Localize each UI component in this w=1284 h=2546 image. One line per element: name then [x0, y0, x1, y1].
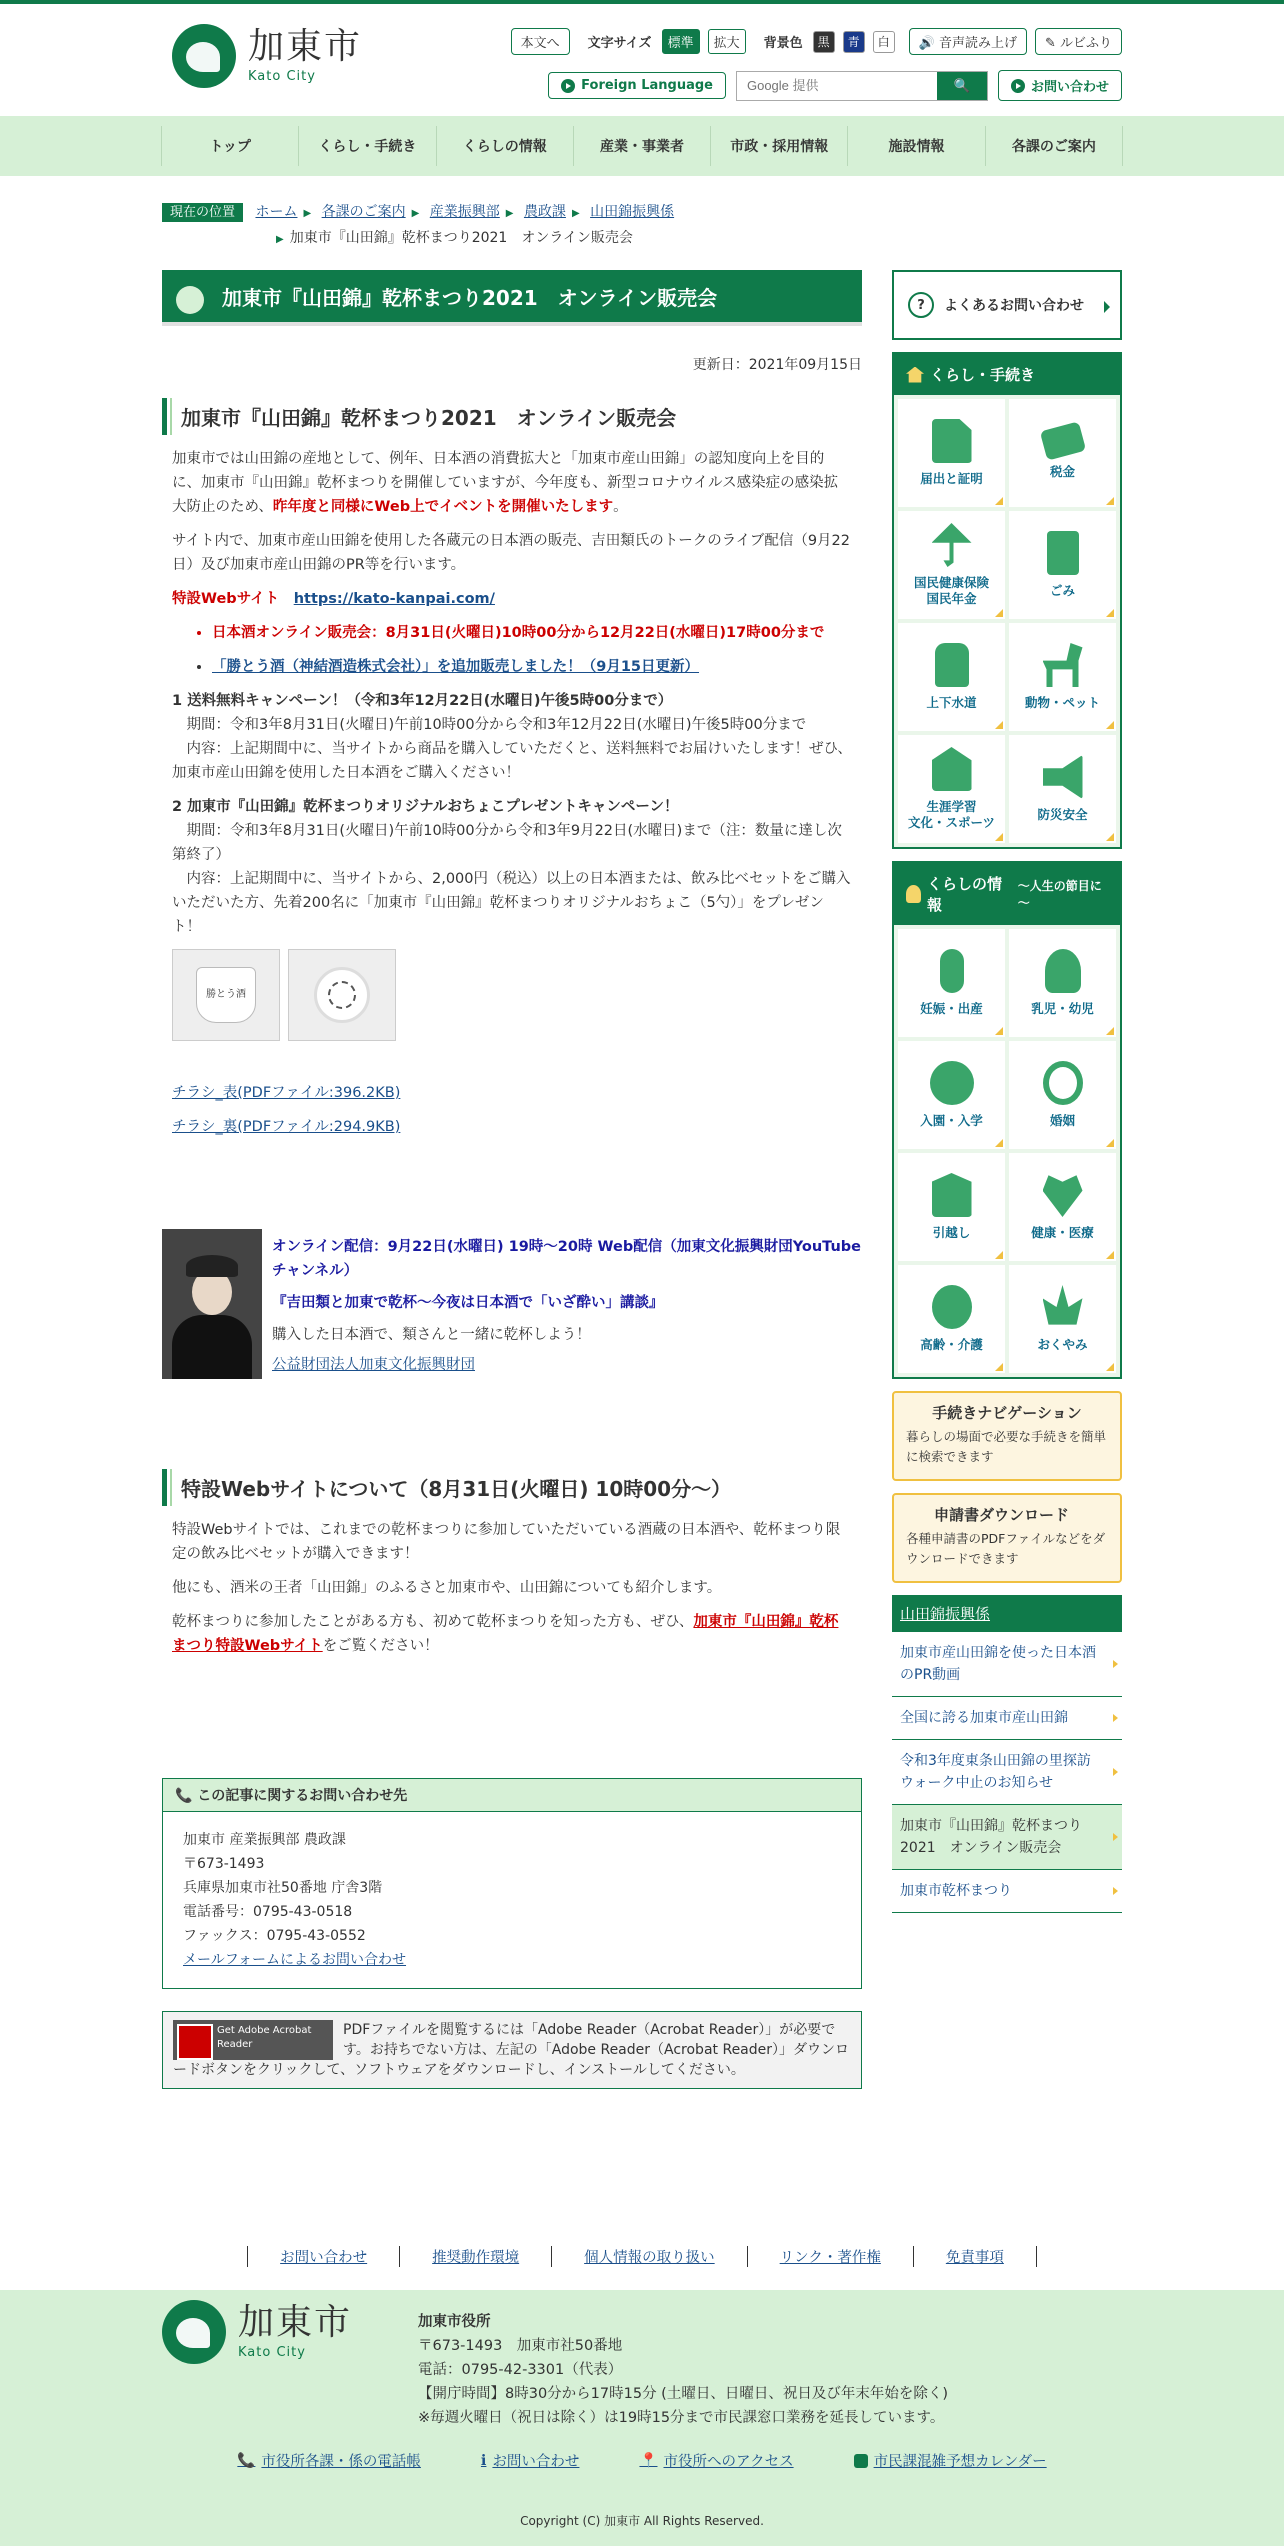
tile-label: おくやみ: [1037, 1337, 1088, 1352]
banner-desc: 各種申請書のPDFファイルなどをダウンロードできます: [906, 1531, 1106, 1566]
flower-icon: [930, 1061, 974, 1105]
title-logo-icon: [176, 286, 204, 314]
ruby-label: ルビふり: [1059, 36, 1112, 51]
campaign1-content: 内容：上記期間中に、当サイトから商品を購入していただくと、送料無料でお届けいたします！ぜひ、加東市産山田錦を使用した日本酒をご購入ください！: [172, 741, 852, 781]
event-text: 購入した日本酒で、類さんと一緒に乾杯しよう！: [272, 1327, 591, 1343]
footer-contact-link[interactable]: [481, 2450, 580, 2471]
office-address: 〒673-1493 加東市社50番地: [418, 2338, 623, 2354]
pdf-front-link[interactable]: チラシ_表(PDFファイル:396.2KB): [172, 1085, 401, 1101]
tile-pets[interactable]: [1009, 623, 1116, 731]
site-about-1: 特設Webサイトでは、これまでの乾杯まつりに参加していただいている酒蔵の日本酒や、乾杯まつり限定の飲み比べセットが購入できます！: [172, 1522, 841, 1562]
heart-icon: [1043, 1173, 1083, 1217]
sidebar: [892, 270, 1122, 1913]
faq-button[interactable]: [892, 270, 1122, 340]
footer-logo-jp: 加東市: [238, 2301, 353, 2343]
office-tel: 電話：0795-42-3301（代表）: [418, 2362, 623, 2378]
mail-form-link[interactable]: メールフォームによるお問い合わせ: [183, 1952, 407, 1968]
contact-heading-text: この記事に関するお問い合わせ先: [197, 1788, 408, 1804]
event-block: [162, 1229, 862, 1379]
footer-links: [0, 2246, 1284, 2267]
person-icon: [906, 885, 921, 903]
gnav-depts[interactable]: 各課のご案内: [986, 126, 1123, 166]
tile-learning[interactable]: [898, 735, 1005, 843]
lotus-icon: [1043, 1285, 1083, 1329]
contact-button[interactable]: [998, 70, 1122, 101]
site-label: 特設Webサイト: [172, 591, 280, 607]
intro-paragraph: [172, 447, 852, 519]
intro-end: 。: [613, 499, 628, 515]
kurashi-panel: [892, 352, 1122, 849]
related-heading-link[interactable]: 山田錦振興係: [900, 1605, 991, 1623]
gnav-facility[interactable]: 施設情報: [848, 126, 985, 166]
read-aloud-button[interactable]: 🔊 音声読み上げ: [909, 28, 1027, 55]
megaphone-icon: [1043, 755, 1083, 799]
page-title-text: 加東市『山田錦』乾杯まつり2021 オンライン販売会: [222, 285, 718, 310]
tile-health[interactable]: [1009, 1153, 1116, 1261]
article-body: [162, 447, 862, 1139]
office-hours: 【開庁時間】8時30分から17時15分 (土曜日、日曜日、祝日及び年末年始を除く): [418, 2386, 948, 2402]
tile-label: 乳児・幼児: [1031, 1001, 1094, 1016]
intro-highlight: 昨年度と同様にWeb上でイベントを開催いたします: [272, 499, 614, 515]
ruby-button[interactable]: ✎ ルビふり: [1035, 28, 1122, 55]
dog-icon: [1043, 643, 1083, 687]
event-broadcast: オンライン配信：9月22日(水曜日) 19時～20時 Web配信（加東文化振興財団YouTubeチャンネル）: [272, 1239, 862, 1279]
ochoko-images: [172, 949, 852, 1041]
calendar-link[interactable]: [854, 2450, 1047, 2471]
cup-label: 勝とう酒: [196, 967, 256, 1023]
building-icon: [932, 747, 972, 791]
gnav-kurashi[interactable]: くらし・手続き: [299, 126, 436, 166]
ochoko-top-image: [288, 949, 396, 1041]
copyright: Copyright (C) 加東市 All Rights Reserved.: [520, 2514, 764, 2528]
house-icon: [906, 367, 924, 383]
site-about-3: [172, 1610, 852, 1658]
read-aloud-label: 音声読み上げ: [938, 36, 1017, 51]
tile-condolence[interactable]: [1009, 1265, 1116, 1373]
special-site-link[interactable]: 加東市『山田錦』乾杯まつり特設Webサイト: [172, 1614, 839, 1654]
tile-label: 動物・ペット: [1024, 695, 1100, 710]
site-about-body: [162, 1518, 862, 1658]
calendar-icon: [854, 2454, 868, 2468]
yoshida-portrait-image: [162, 1229, 262, 1379]
breadcrumb-depts[interactable]: 各課のご案内: [321, 204, 406, 220]
contact-line: 兵庫県加東市社50番地 庁舎3階: [183, 1880, 383, 1896]
related-link[interactable]: 加東市産山田錦を使った日本酒のPR動画: [892, 1632, 1122, 1697]
footer-logo-en: Kato City: [238, 2344, 306, 2360]
wheelchair-icon: [932, 1285, 972, 1329]
tile-label: 入園・入学: [920, 1113, 983, 1128]
pdf-back-link[interactable]: チラシ_裏(PDFファイル:294.9KB): [172, 1119, 401, 1135]
breadcrumb: 現在の位置 ホーム ▶ 各課のご案内 ▶ 産業振興部 ▶ 農政課 ▶ 山田錦振興係 ▶ 加東市『山田錦』乾杯まつり2021 オンライン販売会: [162, 200, 862, 252]
site-paragraph: サイト内で、加東市産山田錦を使用した各蔵元の日本酒の販売、吉田類氏のトークのライブ配信（9月22日）及び加東市産山田錦のPR等を行います。: [172, 533, 850, 573]
tile-marriage[interactable]: [1009, 1041, 1116, 1149]
question-icon: ?: [908, 292, 934, 318]
gnav-industry[interactable]: 産業・事業者: [574, 126, 711, 166]
procedure-nav-banner[interactable]: [892, 1391, 1122, 1481]
bg-white-button[interactable]: 白: [873, 31, 895, 53]
font-size-label: 文字サイズ: [587, 36, 652, 51]
site-about-3-text: 乾杯まつりに参加したことがある方も、初めて乾杯まつりを知った方も、ぜひ、: [172, 1614, 694, 1630]
breadcrumb-current: 加東市『山田錦』乾杯まつり2021 オンライン販売会: [289, 230, 633, 246]
pregnant-icon: [940, 949, 964, 993]
related-link[interactable]: 令和3年度東条山田錦の里探訪ウォーク中止のお知らせ: [892, 1740, 1122, 1805]
info-heading: くらしの情報: [927, 875, 1003, 914]
campaign1-heading: 1 送料無料キャンペーン！（令和3年12月22日(水曜日)午後5時00分まで）: [172, 693, 673, 709]
gnav-top[interactable]: トップ: [162, 126, 299, 166]
tile-label: 届出と証明: [920, 471, 983, 486]
foreign-language-label: Foreign Language: [581, 78, 713, 93]
money-icon: [1039, 421, 1085, 460]
global-nav: [0, 116, 1284, 176]
tile-water[interactable]: [898, 623, 1005, 731]
info-icon: ℹ: [480, 2452, 487, 2469]
document-icon: [932, 419, 972, 463]
access-label: 市役所へのアクセス: [663, 2454, 794, 2470]
search-input[interactable]: [737, 72, 937, 100]
trash-icon: [1047, 531, 1079, 575]
info-panel: [892, 861, 1122, 1379]
logo-mark-icon: [172, 24, 236, 88]
tile-elderly[interactable]: [898, 1265, 1005, 1373]
contact-heading: 📞 この記事に関するお問い合わせ先: [163, 1779, 861, 1812]
get-adobe-reader-button[interactable]: Get Adobe Acrobat Reader: [173, 2020, 333, 2060]
related-link-current[interactable]: 加東市『山田錦』乾杯まつり2021 オンライン販売会: [892, 1805, 1122, 1870]
site-about-heading: 特設Webサイトについて（8月31日(火曜日) 10時00分～）: [162, 1469, 862, 1506]
tile-insurance[interactable]: [898, 511, 1005, 619]
tile-label: 健康・医療: [1031, 1225, 1094, 1240]
info-subheading: ～人生の節目に～: [1017, 879, 1102, 910]
ring-icon: [1043, 1061, 1083, 1105]
tile-label: 高齢・介護: [920, 1337, 983, 1352]
campaign2-period: 期間：令和3年8月31日(火曜日)午前10時00分から令和3年9月22日(水曜日)まで（注：数量に達し次第終了）: [172, 823, 842, 863]
tile-school[interactable]: [898, 1041, 1005, 1149]
tile-label: 妊娠・出産: [920, 1001, 983, 1016]
site-about-3-end: をご覧ください！: [322, 1638, 439, 1654]
campaign1-period: 期間：令和3年8月31日(火曜日)午前10時00分から令和3年12月22日(水曜日)午後5時00分まで: [186, 717, 807, 733]
banner-desc: 暮らしの場面で必要な手続きを簡単に検索できます: [906, 1429, 1107, 1464]
phonebook-label: 市役所各課・係の電話帳: [261, 2454, 421, 2470]
updated-date: 更新日：2021年09月15日: [692, 357, 862, 373]
footer-link-privacy[interactable]: 個人情報の取り扱い: [584, 2250, 715, 2266]
map-pin-icon: 📍: [639, 2453, 658, 2469]
footer-contact-label: お問い合わせ: [492, 2454, 580, 2470]
related-link[interactable]: 全国に誇る加東市産山田錦: [892, 1697, 1122, 1740]
breadcrumb-industry[interactable]: 産業振興部: [429, 204, 500, 220]
contact-line: ファックス：0795-43-0552: [183, 1928, 366, 1944]
office-note: ※毎週火曜日（祝日は除く）は19時15分まで市民課窓口業務を延長しています。: [418, 2410, 945, 2426]
tile-certificate[interactable]: [898, 399, 1005, 507]
page-title: [162, 270, 862, 326]
breadcrumb-yamada[interactable]: 山田錦振興係: [590, 204, 675, 220]
skip-to-content-button[interactable]: 本文へ: [511, 28, 570, 55]
contact-line: 加東市 産業振興部 農政課: [183, 1832, 346, 1848]
tile-label: 婚姻: [1049, 1113, 1075, 1128]
adobe-reader-box: [162, 2011, 862, 2089]
tile-label: 上下水道: [926, 695, 977, 710]
calendar-label: 市民課混雑予想カレンダー: [873, 2454, 1047, 2470]
foreign-language-button[interactable]: [548, 72, 726, 99]
event-title: 『吉田類と加東で乾杯～今夜は日本酒で「いざ酔い」講談』: [272, 1295, 664, 1311]
font-standard-button[interactable]: 標準: [662, 29, 700, 54]
breadcrumb-home[interactable]: ホーム: [255, 204, 298, 220]
tile-label: 生涯学習 文化・スポーツ: [907, 799, 995, 830]
footer-address: [418, 2310, 948, 2430]
access-link[interactable]: [639, 2450, 793, 2471]
bg-black-button[interactable]: 黒: [813, 31, 835, 53]
section-heading: 加東市『山田錦』乾杯まつり2021 オンライン販売会: [162, 398, 862, 435]
kurashi-heading: くらし・手続き: [930, 366, 1036, 384]
tile-tax[interactable]: [1009, 399, 1116, 507]
search-button[interactable]: [937, 72, 987, 100]
footer-logo: [162, 2300, 352, 2364]
main-content: [162, 270, 862, 2089]
contact-line: 電話番号：0795-43-0518: [183, 1904, 353, 1920]
arrow-circle-icon: [1011, 79, 1025, 93]
phonebook-link[interactable]: [237, 2450, 421, 2471]
list-item: [212, 655, 852, 679]
campaign2-content: 内容：上記期間中に、当サイトから、2,000円（税込）以上の日本酒または、飲み比べセットをご購入いただいた方、先着200名に「加東市『山田錦』乾杯まつりオリジナルおちょこ（5勺）」をプレゼント！: [172, 871, 851, 935]
phone-icon: 📞: [237, 2453, 256, 2469]
tile-garbage[interactable]: [1009, 511, 1116, 619]
site-about-2: 他にも、酒米の王者「山田錦」のふるさと加東市や、山田錦についても紹介します。: [172, 1580, 722, 1596]
intro-text: 加東市では山田錦の産地として、例年、日本酒の消費拡大と「加東市産山田錦」の認知度向上を目的に、加東市『山田錦』乾杯まつりを開催していますが、今年度も、新型コロナウイルス感染症の感染拡大防止のため、: [172, 451, 839, 515]
tile-label: 防災安全: [1037, 807, 1088, 822]
site-logo[interactable]: [172, 24, 362, 88]
contact-label: お問い合わせ: [1030, 80, 1109, 95]
related-link[interactable]: 加東市乾杯まつり: [892, 1870, 1122, 1913]
foundation-link[interactable]: 公益財団法人加東文化振興財団: [272, 1357, 475, 1373]
added-sale-link[interactable]: 「勝とう酒（神結酒造株式会社）」を追加販売しました！（9月15日更新）: [212, 659, 700, 675]
search-box: [736, 71, 988, 101]
tile-moving[interactable]: [898, 1153, 1005, 1261]
logo-mark-icon: [162, 2300, 226, 2364]
form-download-banner[interactable]: [892, 1493, 1122, 1583]
umbrella-icon: [932, 523, 972, 567]
font-large-button[interactable]: 拡大: [708, 29, 746, 54]
adobe-text: PDFファイルを閲覧するには「Adobe Reader（Acrobat Reader）」が必要です。お持ちでない方は、左記の「Adobe Reader（Acrobat Reader）」ダウンロードボタンをクリックして、ソフトウェアをダウンロードし、インストールしてください。: [173, 2022, 850, 2078]
tile-label: ごみ: [1049, 583, 1075, 598]
header-row2: [548, 70, 1122, 101]
contact-box: [162, 1778, 862, 1989]
footer-link-contact[interactable]: お問い合わせ: [280, 2250, 368, 2266]
site-header: [0, 4, 1284, 116]
breadcrumb-now-label: 現在の位置: [162, 203, 243, 222]
footer-link-copyright[interactable]: リンク・著作権: [779, 2250, 881, 2266]
banner-title: 申請書ダウンロード: [934, 1506, 1070, 1524]
highlights-list: [212, 621, 852, 679]
tile-label: 国民健康保険 国民年金: [913, 575, 989, 606]
header-tools: [511, 28, 1122, 55]
bg-blue-button[interactable]: 青: [843, 31, 865, 53]
list-item: • 日本酒オンライン販売会：8月31日(火曜日)10時00分から12月22日(水曜日)17時00分まで: [212, 621, 852, 645]
campaign2-heading: 2 加東市『山田錦』乾杯まつりオリジナルおちょこプレゼントキャンペーン！: [172, 799, 679, 815]
bg-color-label: 背景色: [763, 36, 803, 51]
gnav-city[interactable]: 市政・採用情報: [711, 126, 848, 166]
logo-en: Kato City: [248, 68, 316, 84]
site-url-link[interactable]: https://kato-kanpai.com/: [293, 591, 495, 607]
related-links: [892, 1595, 1122, 1913]
office-name: 加東市役所: [418, 2314, 491, 2330]
faq-label: よくあるお問い合わせ: [944, 298, 1084, 314]
contact-line: 〒673-1493: [183, 1856, 265, 1872]
tile-disaster[interactable]: [1009, 735, 1116, 843]
tile-pregnancy[interactable]: [898, 929, 1005, 1037]
search-icon: 🔍: [953, 77, 971, 93]
breadcrumb-agri[interactable]: 農政課: [523, 204, 566, 220]
tile-label: 引越し: [932, 1225, 971, 1240]
faucet-icon: [935, 643, 969, 687]
site-footer: [0, 2290, 1284, 2546]
ochoko-side-image: [172, 949, 280, 1041]
tile-infant[interactable]: [1009, 929, 1116, 1037]
banner-title: 手続きナビゲーション: [932, 1404, 1082, 1422]
logo-jp: 加東市: [248, 25, 363, 67]
tile-label: 税金: [1049, 464, 1075, 479]
footer-link-env[interactable]: 推奨動作環境: [432, 2250, 520, 2266]
baby-icon: [1045, 949, 1081, 993]
gnav-info[interactable]: くらしの情報: [437, 126, 574, 166]
box-icon: [932, 1173, 972, 1217]
footer-bottom-links: [0, 2450, 1284, 2471]
footer-link-disclaimer[interactable]: 免責事項: [945, 2250, 1004, 2266]
arrow-circle-icon: [561, 79, 575, 93]
